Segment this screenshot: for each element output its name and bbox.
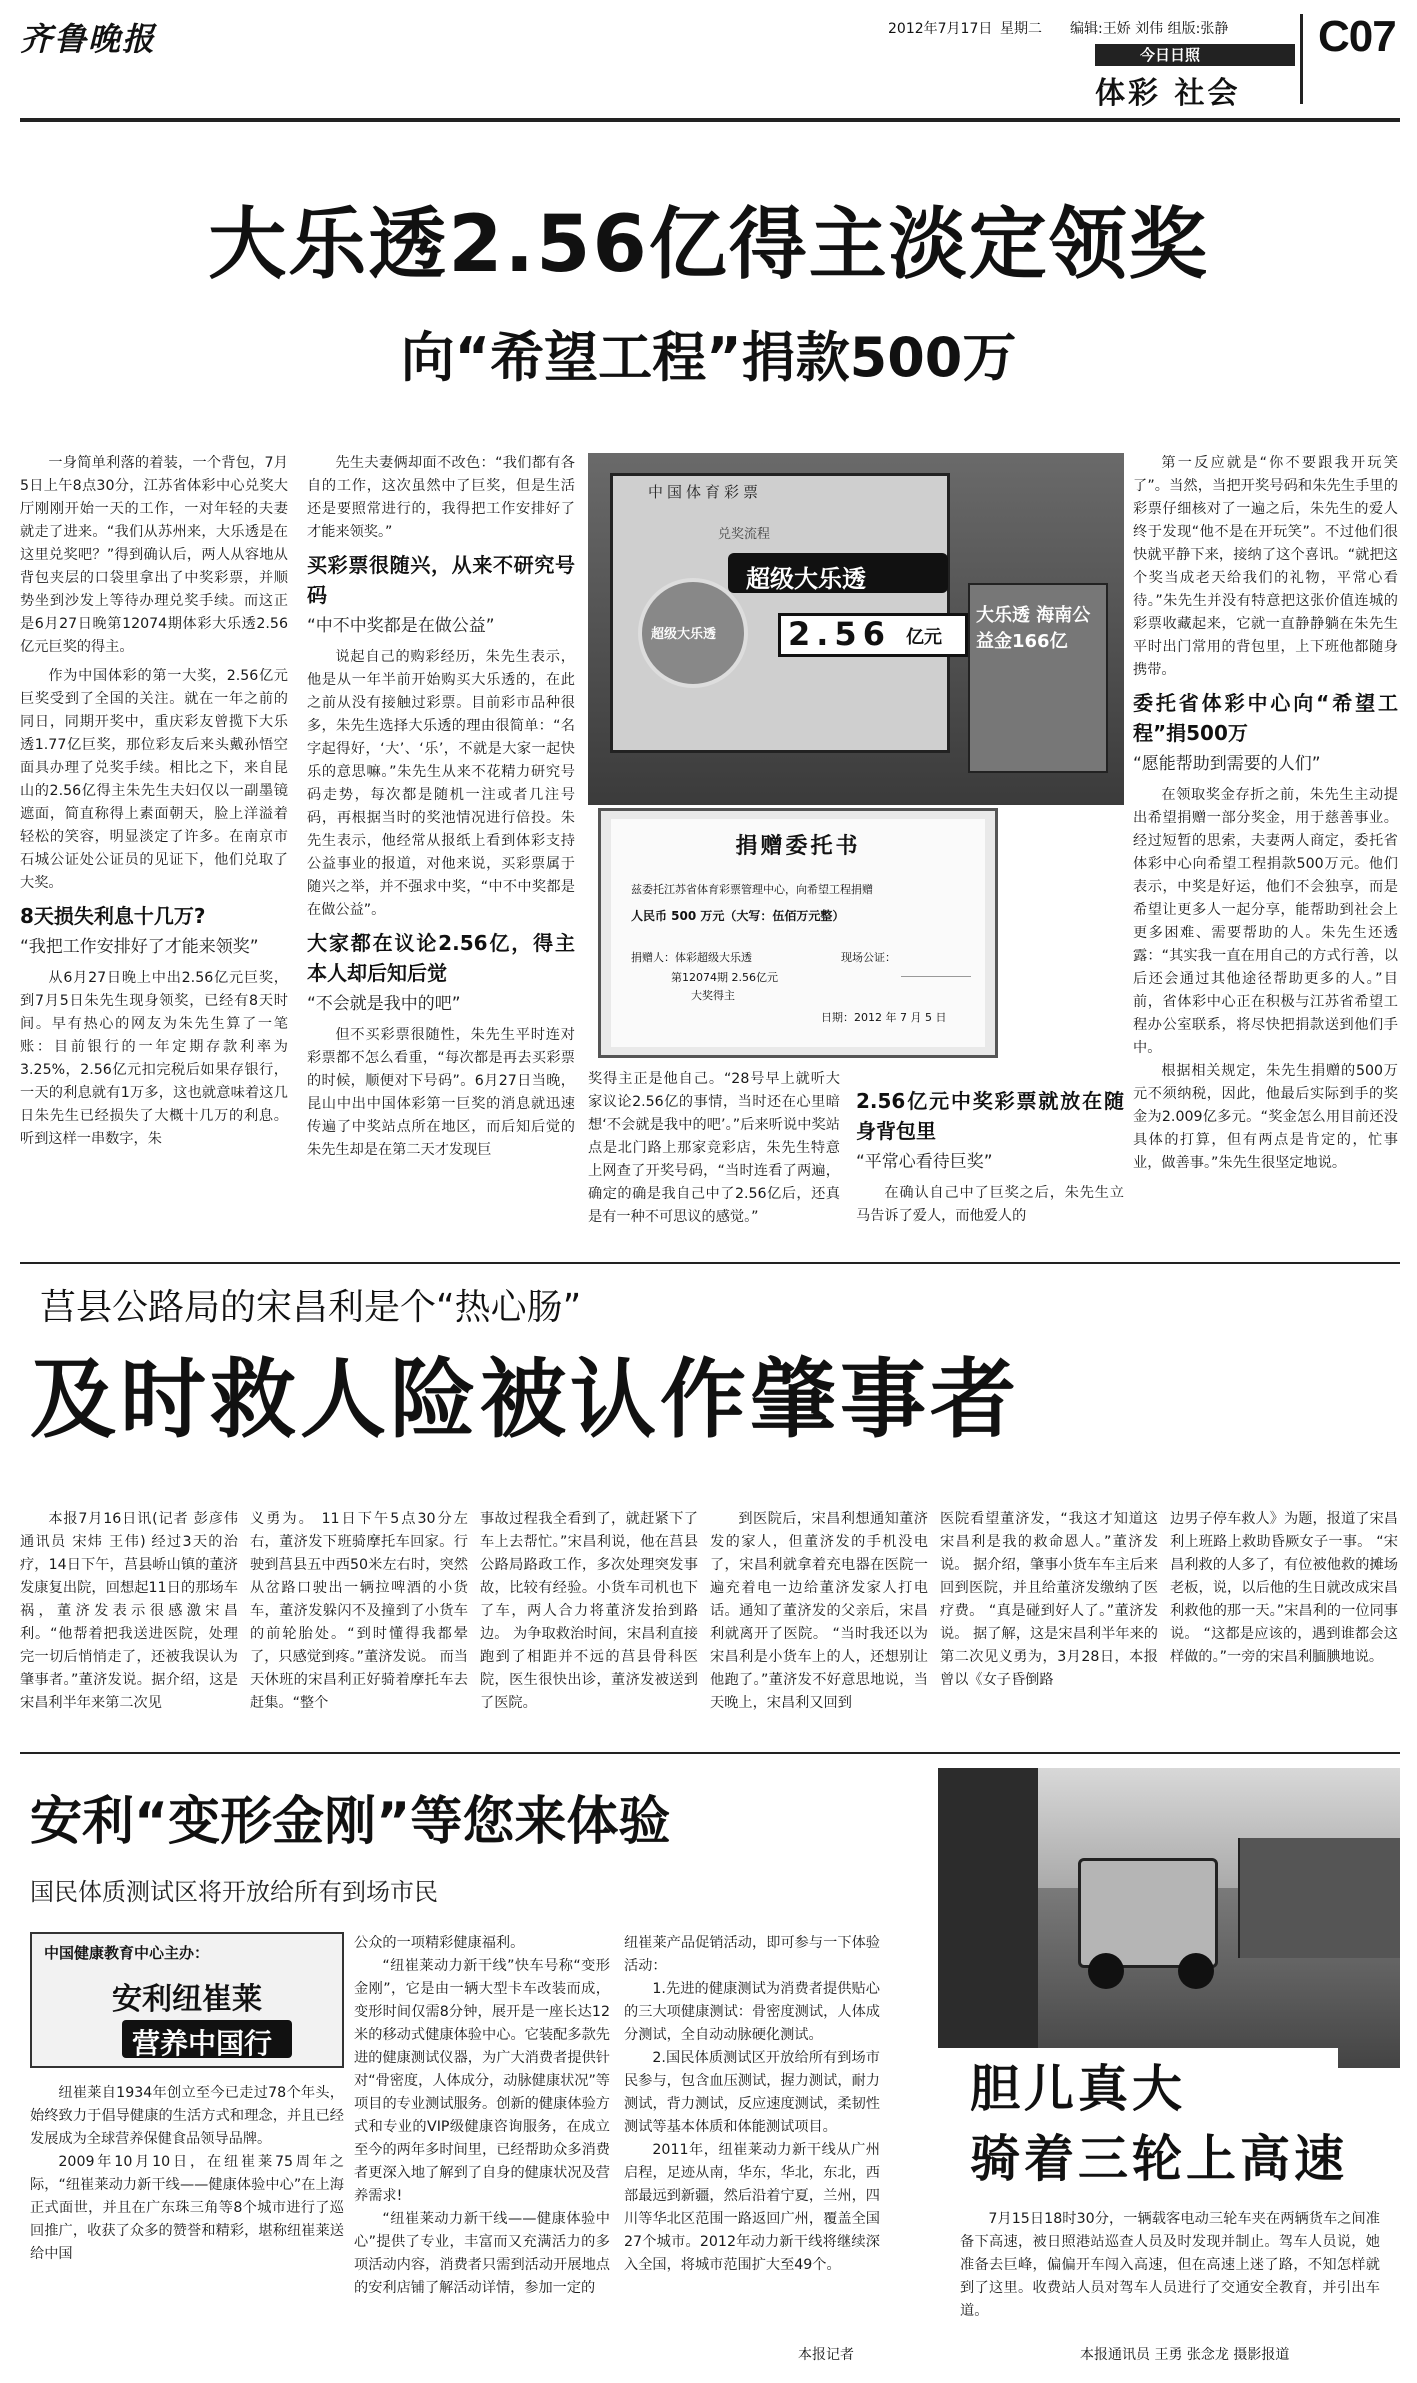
story2-col5 — [940, 1508, 1158, 1692]
story1-mid-bottom — [588, 1068, 840, 1229]
photo-trucks — [1238, 1838, 1400, 1958]
photo-game: 超级大乐透 — [746, 565, 866, 593]
story1-subhead-e: 委托省体彩中心向“希望工程”捐500万 — [1133, 691, 1398, 745]
masthead-weekday: 星期二 — [1000, 21, 1042, 37]
story3-col2 — [354, 1932, 610, 2300]
story1-subhead-a: 8天损失利息十几万? — [20, 904, 206, 928]
story1-col1-p1: 一身简单利落的着装，一个背包，7月5日上午8点30分，江苏省体彩中心兑奖大厅刚刚开始一天的工作，一对年轻的夫妻就走了进来。“我们从苏州来，大乐透是在这里兑奖吧？”得到确认后，两人从容地从背包夹层的口袋里拿出了中奖彩票，并顺势坐到沙发上等待办理兑奖手续。而这正是6月27日晚第12074期体彩大乐透2.56亿元巨奖的得主。 — [20, 455, 288, 655]
story1-col4-p2: 在领取奖金存折之前，朱先生主动提出希望捐赠一部分奖金，用于慈善事业。经过短暂的思索，夫妻两人商定，委托省体彩中心向希望工程捐款500万元。他们表示，中奖是好运，他们不会独享，而是希望让更多人一起分享，能帮助到社会上更多困难、需要帮助的人。朱先生还透露：“其实我一直在用自己的方式行善，以后还会通过其他途径帮助更多的人。”目前，省体彩中心正在积极与江苏省希望工程办公室联系，将尽快把捐款送到他们手中。 — [1133, 787, 1398, 1056]
story1-bottom-rule — [20, 1262, 1400, 1264]
photo-amount: 2.56 — [788, 615, 891, 653]
masthead-logo: 齐鲁晚报 — [20, 20, 157, 58]
letter-sig-left: 捐赠人：体彩超级大乐透 — [631, 951, 752, 964]
story3-byline: 本报记者 — [798, 2347, 854, 2363]
story1-quote-d: “平常心看待巨奖” — [856, 1152, 993, 1172]
story2-headline: 及时救人险被认作肇事者 — [30, 1350, 1020, 1450]
story1-quote-b: “中不中奖都是在做公益” — [307, 616, 495, 636]
ad-line1: 中国健康教育中心主办： — [44, 1944, 210, 1962]
photo-toll-roof — [938, 1768, 1038, 2068]
masthead-editors: 编辑:王娇 刘伟 组版:张静 — [1070, 21, 1229, 37]
masthead-date: 2012年7月17日 — [888, 21, 993, 37]
story1-col4-p1: 第一反应就是“你不要跟我开玩笑了”。当然，当把开奖号码和朱先生手里的彩票仔细核对了一遍之后，朱先生的爱人终于发现“他不是在开玩笑”。不过他们很快就平静下来，接纳了这个喜讯。“就把这个奖当成老天给我们的礼物，平常心看待。”朱先生并没有特意把这张价值连城的彩票收藏起来，它就一直静静躺在朱先生平时出门常用的背包里，上下班他都随身携带。 — [1133, 455, 1398, 678]
photo-wheel-right — [1178, 1953, 1214, 1989]
story3-col2-p3: “纽崔莱动力新干线——健康体验中心”提供了专业，丰富而又充满活力的多项活动内容，消费者只需到活动开展地点的安利店铺了解活动详情，参加一定的 — [354, 2211, 610, 2296]
story1-col1-p3: 从6月27日晚上中出2.56亿元巨奖，到7月5日朱先生现身领奖，已经有8天时间。早有热心的网友为朱先生算了一笔账：目前银行的一年定期存款利率为3.25%，2.56亿元扣完税后如果存银行，一天的利息就有1万多，这也就意味着这几日朱先生已经损失了大概十几万的利息。听到这样一串数字，朱 — [20, 970, 288, 1147]
story4-body — [960, 2208, 1380, 2323]
photo-amount-unit: 亿元 — [906, 627, 942, 648]
story1-col2-p2: 说起自己的购彩经历，朱先生表示，他是从一年半前开始购买大乐透的，在此之前从没有接触过彩票。目前彩市品种很多，朱先生选择大乐透的理由很简单：“名字起得好，‘大’、‘乐’，不就是大家一起快乐的意思嘛。”朱先生从来不花精力研究号码走势，每次都是随机一注或者几注号码，再根据当时的奖池情况进行倍投。朱先生表示，他经常从报纸上看到体彩支持公益事业的报道，对他来说，买彩票属于随兴之举，并不强求中奖，“中不中奖都是在做公益”。 — [307, 649, 575, 918]
photo-brand: 中国体育彩票 — [648, 483, 763, 501]
story3-col1 — [30, 2082, 344, 2266]
story3-col2-p1: 公众的一项精彩健康福利。 — [354, 1935, 525, 1951]
story1-col1-p2: 作为中国体彩的第一大奖，2.56亿元巨奖受到了全国的关注。就在一年之前的同日，同期开奖中，重庆彩友曾揽下大乐透1.77亿巨奖，那位彩友后来头戴孙悟空面具办理了兑奖手续。相比之下，来自昆山的2.56亿得主朱先生夫妇仅以一副墨镜遮面，简直称得上素面朝天，脸上洋溢着轻松的笑容，明显淡定了许多。在南京市石城公证处公证员的见证下，他们兑取了大奖。 — [20, 668, 288, 891]
story2-p4: 到医院后，宋昌利想通知董济发的家人，但董济发的手机没电了，宋昌利就拿着充电器在医院一遍充着电一边给董济发家人打电话。通知了董济发的父亲后，宋昌利就离开了医院。 “当时我还以为宋昌利是小货车上的人，还想别让他跑了。”董济发不好意思地说，当天晚上，宋昌利又回到 — [710, 1511, 928, 1711]
story1-mid-p1: 奖得主正是他自己。“28号早上就听大家议论2.56亿的事情，当时还在心里暗想‘不会就是我中的吧’。”后来听说中奖站点是北门路上那家竞彩店，朱先生特意上网查了开奖号码，“当时连看了两遍，确定的确是我自己中了2.56亿后，还真是有一种不可思议的感觉。” — [588, 1071, 840, 1225]
story2-p1: 本报7月16日讯(记者 彭彦伟 通讯员 宋炜 王伟) 经过3天的治疗，14日下午，莒县峤山镇的董济发康复出院，回想起11日的那场车祸，董济发表示很感激宋昌利。“他帮着把我送进医院，处理完一切后悄悄走了，还被我误认为肇事者。”董济发说。据介绍，这是宋昌利半年来第二次见 — [20, 1511, 238, 1711]
section-title: 体彩 社会 — [1095, 76, 1241, 111]
letter-sig-left3: 大奖得主 — [691, 989, 735, 1002]
story2-bottom-rule — [20, 1752, 1400, 1754]
story2-col2 — [250, 1508, 468, 1715]
story4-byline: 本报通讯员 王勇 张念龙 摄影报道 — [1080, 2347, 1290, 2363]
story4-body-p: 7月15日18时30分，一辆载客电动三轮车夹在两辆货车之间准备下高速，被日照港站巡查人员及时发现并制止。驾车人员说，她准备去巨峰，偏偏开车闯入高速，但在高速上迷了路，不知怎样就到了这里。收费站人员对驾车人员进行了交通安全教育，并引出车道。 — [960, 2211, 1380, 2319]
story3-col1-p1: 纽崔莱自1934年创立至今已走过78个年头，始终致力于倡导健康的生活方式和理念，并且已经发展成为全球营养保健食品领导品牌。 — [30, 2085, 344, 2147]
story1-quote-c: “不会就是我中的吧” — [307, 994, 461, 1014]
letter-signature — [901, 947, 971, 977]
story1-quote-e: “愿能帮助到需要的人们” — [1133, 754, 1321, 774]
story1-col2-p3: 但不买彩票很随性，朱先生平时连对彩票都不怎么看重，“每次都是再去买彩票的时候，顺便对下号码”。6月27日当晚，昆山中出中国体彩第一巨奖的消息就迅速传遍了中奖站点所在地区，而后知后觉的朱先生却是在第二天才发现巨 — [307, 1027, 575, 1158]
story2-p2: 义勇为。 11日下午5点30分左右，董济发下班骑摩托车回家。行驶到莒县五中西50米左右时，突然从岔路口驶出一辆拉啤酒的小货车，董济发躲闪不及撞到了小货车的前轮胎处。“到时懂得我都晕了，只感觉到疼。”董济发说。 而当天休班的宋昌利正好骑着摩托车去赶集。“整个 — [250, 1511, 468, 1711]
letter-sig-right: 现场公证： — [841, 951, 896, 964]
nutrilite-ad — [30, 1932, 344, 2068]
letter-line1: 兹委托江苏省体育彩票管理中心，向希望工程捐赠 — [631, 883, 873, 896]
story1-col4 — [1133, 452, 1398, 1175]
story1-subhead-c: 大家都在议论2.56亿，得主本人却后知后觉 — [307, 931, 575, 985]
section-tag-text: 今日日照 — [1140, 46, 1201, 64]
photo-side-text: 大乐透 海南公益金166亿 — [976, 605, 1091, 652]
story4-headline-1: 胆儿真大 — [970, 2060, 1186, 2118]
story1-col3 — [856, 1086, 1124, 1228]
letter-line2: 人民币 500 万元（大写：伍佰万元整） — [631, 909, 845, 923]
story3-col3-p3: 2.国民体质测试区开放给所有到场市民参与，包含血压测试，握力测试，耐力测试，背力测试，反应速度测试，柔韧性测试等基本体质和体能测试项目。 — [624, 2050, 880, 2135]
story3-col3-p4: 2011年，纽崔莱动力新干线从广州启程，足迹从南，华东，华北，东北，西部最远到新疆，然后沿着宁夏，兰州，四川等华北区范围一路返回广州，覆盖全国27个城市。2012年动力新干线将继续深入全国，将城市范围扩大至49个。 — [624, 2142, 880, 2273]
story1-headline: 大乐透2.56亿得主淡定领奖 — [208, 200, 1209, 290]
story1-col1 — [20, 452, 288, 1151]
story1-quote-a: “我把工作安排好了才能来领奖” — [20, 937, 259, 957]
story1-col4-p3: 根据相关规定，朱先生捐赠的500万元不须纳税，因此，他最后实际到手的奖金为2.009亿多元。“奖金怎么用目前还没具体的打算，但有两点是肯定的，忙事业，做善事。”朱先生很坚定地说。 — [1133, 1063, 1398, 1171]
story1-col2-p1: 先生夫妻俩却面不改色：“我们都有各自的工作，这次虽然中了巨奖，但是生活还是要照常进行的，我得把工作安排好了才能来领奖。” — [307, 455, 575, 540]
masthead-vertical-rule — [1300, 14, 1303, 104]
story3-col3-p2: 1.先进的健康测试为消费者提供贴心的三大项健康测试：骨密度测试，人体成分测试，全自动动脉硬化测试。 — [624, 1981, 880, 2043]
photo-wheel-left — [1088, 1953, 1124, 1989]
photo-process: 兑奖流程 — [718, 527, 771, 542]
letter-title: 捐赠委托书 — [735, 834, 861, 859]
story3-col2-p2: “纽崔莱动力新干线”快车号称“变形金刚”，它是由一辆大型卡车改装而成，变形时间仅需8分钟，展开是一座长达12米的移动式健康体验中心。它装配多款先进的健康测试仪器，为广大消费者提供针对“骨密度，人体成分，动脉健康状况”等项目的专业测试服务。创新的健康体验方式和专业的VIP级健康咨询服务，在成立至今的两年多时间里，已经帮助众多消费者更深入地了解到了自身的健康状况及营养需求! — [354, 1958, 610, 2204]
story3-col3-p1: 纽崔莱产品促销活动，即可参与一下体验活动： — [624, 1935, 880, 1974]
story1-col2 — [307, 452, 575, 1162]
lottery-photo — [588, 453, 1124, 805]
story1-col3-p1: 在确认自己中了巨奖之后，朱先生立马告诉了爱人，而他爱人的 — [856, 1185, 1124, 1224]
letter-date: 日期：2012 年 7 月 5 日 — [821, 1011, 947, 1024]
story2-p5: 医院看望董济发，“我这才知道这宋昌利是我的救命恩人。”董济发说。 据介绍，肇事小货车车主后来回到医院，并且给董济发缴纳了医疗费。 “真是碰到好人了。”董济发说。 据了解，这是宋昌利半年来的第二次见义勇为，3月28日，本报曾以《女子昏倒路 — [940, 1511, 1158, 1688]
story1-subhead-d: 2.56亿元中奖彩票就放在随身背包里 — [856, 1089, 1124, 1143]
photo-tricycle — [1078, 1858, 1218, 1968]
story2-p6: 边男子停车救人》为题，报道了宋昌利上班路上救助昏厥女子一事。 “宋昌利救的人多了，有位被他救的摊场老板，说，以后他的生日就改成宋昌利救他的那一天。”宋昌利的一位同事说。 “这都是应该的，遇到谁都会这样做的。”一旁的宋昌利腼腆地说。 — [1170, 1511, 1398, 1665]
story4-headline-2: 骑着三轮上高速 — [970, 2130, 1348, 2188]
page-number: C07 — [1318, 12, 1396, 61]
story2-kicker: 莒县公路局的宋昌利是个“热心肠” — [40, 1287, 582, 1328]
masthead-rule — [20, 118, 1400, 122]
donation-letter-photo — [598, 808, 998, 1058]
story2-p3: 事故过程我全看到了，就赶紧下了车上去帮忙。”宋昌利说，他在莒县公路局路政工作，多次处理突发事故，比较有经验。小货车司机也下了车，两人合力将董济发抬到路边。 为争取救治时间，宋昌利直接跑到了相距并不远的莒县骨科医院，医生很快出诊，董济发被送到了医院。 — [480, 1511, 698, 1711]
ad-line3: 营养中国行 — [132, 2027, 273, 2060]
story3-headline: 安利“变形金刚”等您来体验 — [30, 1792, 671, 1852]
ad-line2: 安利纽崔莱 — [112, 1982, 262, 2017]
story3-subhead: 国民体质测试区将开放给所有到场市民 — [30, 1878, 438, 1906]
story2-col3 — [480, 1508, 698, 1715]
story1-subhead-b: 买彩票很随兴，从来不研究号码 — [307, 553, 575, 607]
story2-col4 — [710, 1508, 928, 1715]
story2-col1 — [20, 1508, 238, 1715]
photo-star-logo: 超级大乐透 — [651, 627, 717, 642]
story3-col1-p2: 2009年10月10日，在纽崔莱75周年之际，“纽崔莱动力新干线——健康体验中心”在上海正式面世，并且在广东珠三角等8个城市进行了巡回推广，收获了众多的赞誉和精彩，堪称纽崔莱送给中国 — [30, 2154, 344, 2262]
story2-col6 — [1170, 1508, 1398, 1669]
letter-sig-left2: 第12074期 2.56亿元 — [671, 971, 778, 984]
story3-col3 — [624, 1932, 880, 2277]
story1-subhead: 向“希望工程”捐款500万 — [400, 326, 1017, 389]
tricycle-photo — [938, 1768, 1400, 2068]
